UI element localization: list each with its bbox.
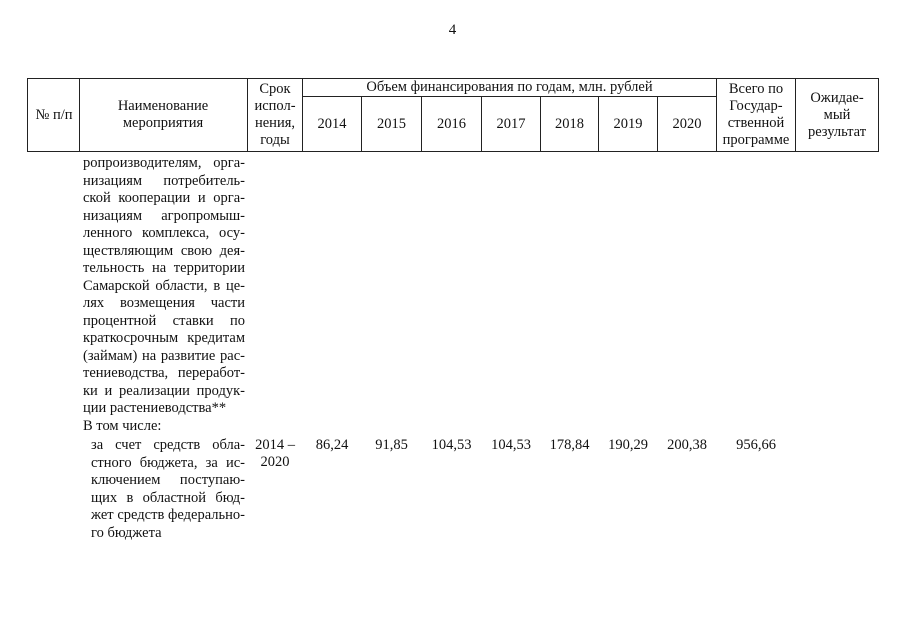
- header-year-label: 2014: [317, 115, 347, 132]
- header-bottom-border: [27, 151, 878, 152]
- row-value-2016: 104,53: [431, 437, 472, 453]
- measure-description: [83, 155, 245, 418]
- row-name-line: жет средств федерально-: [91, 507, 245, 523]
- description-line: ропроизводителям, орга-: [83, 155, 245, 171]
- row-value-2019: 190,29: [608, 437, 648, 453]
- description-line: ской кооперации и орга-: [83, 190, 245, 206]
- header-name-label: Наименование мероприятия: [117, 98, 209, 131]
- description-line: Самарской области, в це-: [83, 277, 245, 294]
- row-value-2020: 200,38: [667, 437, 707, 453]
- description-line: низациям потребитель-: [83, 172, 245, 189]
- header-year: [362, 97, 421, 151]
- column-divider: [27, 78, 28, 152]
- header-year-label: 2016: [437, 115, 466, 132]
- header-name: [82, 79, 244, 151]
- row-term-line: 2020: [260, 454, 290, 470]
- header-total: [718, 79, 794, 151]
- row-name: [91, 437, 245, 542]
- row-name-line: го бюджета: [91, 524, 162, 541]
- header-term: [250, 79, 300, 151]
- subheading-label: В том числе:: [83, 418, 162, 434]
- header-year-label: 2019: [613, 115, 643, 132]
- header-result: [798, 79, 876, 151]
- header-total-label: Всего по Государ- ственной программе: [722, 81, 790, 148]
- description-line: ки и реализации продук-: [83, 382, 245, 399]
- row-value-2014: 86,24: [315, 437, 349, 453]
- header-year-label: 2015: [377, 115, 406, 132]
- header-year-label: 2017: [496, 115, 526, 132]
- row-name-line: ключением поступаю-: [91, 472, 245, 488]
- header-year: [422, 97, 481, 151]
- header-funding-group: [304, 79, 715, 96]
- page-number: 4: [448, 22, 457, 38]
- header-year: [541, 97, 598, 151]
- header-year: [303, 97, 361, 151]
- row-name-line: за счет средств обла-: [91, 437, 245, 453]
- header-year-label: 2020: [672, 115, 702, 132]
- subheading: [83, 418, 161, 436]
- description-line: низациям агропромыш-: [83, 207, 245, 224]
- description-line: (займам) на развитие рас-: [83, 347, 245, 364]
- description-line: лях возмещения части: [83, 295, 245, 311]
- header-funding-label: Объем финансирования по годам, млн. рублей: [366, 79, 653, 95]
- description-line: ществляющим свою дея-: [83, 242, 245, 259]
- row-value-2015: 91,85: [375, 437, 408, 453]
- row-value-total: 956,66: [736, 437, 776, 453]
- header-year-label: 2018: [555, 115, 584, 132]
- header-year: [658, 97, 716, 151]
- row-name-line: стного бюджета, за ис-: [91, 454, 245, 471]
- column-divider: [79, 78, 80, 152]
- description-line: краткосрочным кредитам: [83, 330, 245, 346]
- header-term-label: Срок испол- нения, годы: [254, 81, 296, 148]
- header-num: [35, 79, 73, 151]
- description-line: процентной ставки по: [83, 312, 245, 329]
- header-year: [482, 97, 540, 151]
- header-num-label: № п/п: [35, 106, 73, 123]
- column-divider: [716, 78, 717, 152]
- description-line: тельность на территории: [83, 260, 245, 276]
- header-result-label: Ожидае- мый результат: [807, 89, 867, 140]
- column-divider: [878, 78, 879, 152]
- column-divider: [247, 78, 248, 152]
- description-line: ленного комплекса, осу-: [83, 225, 245, 241]
- column-divider: [795, 78, 796, 152]
- description-line: ции растениеводства**: [83, 400, 227, 416]
- row-term: [248, 437, 302, 471]
- header-year: [599, 97, 657, 151]
- description-line: тениеводства, переработ-: [83, 365, 245, 381]
- row-term-line: 2014 –: [255, 437, 295, 453]
- row-value-2017: 104,53: [491, 437, 531, 453]
- row-name-line: щих в областной бюд-: [91, 489, 245, 506]
- row-value-2018: 178,84: [549, 437, 590, 453]
